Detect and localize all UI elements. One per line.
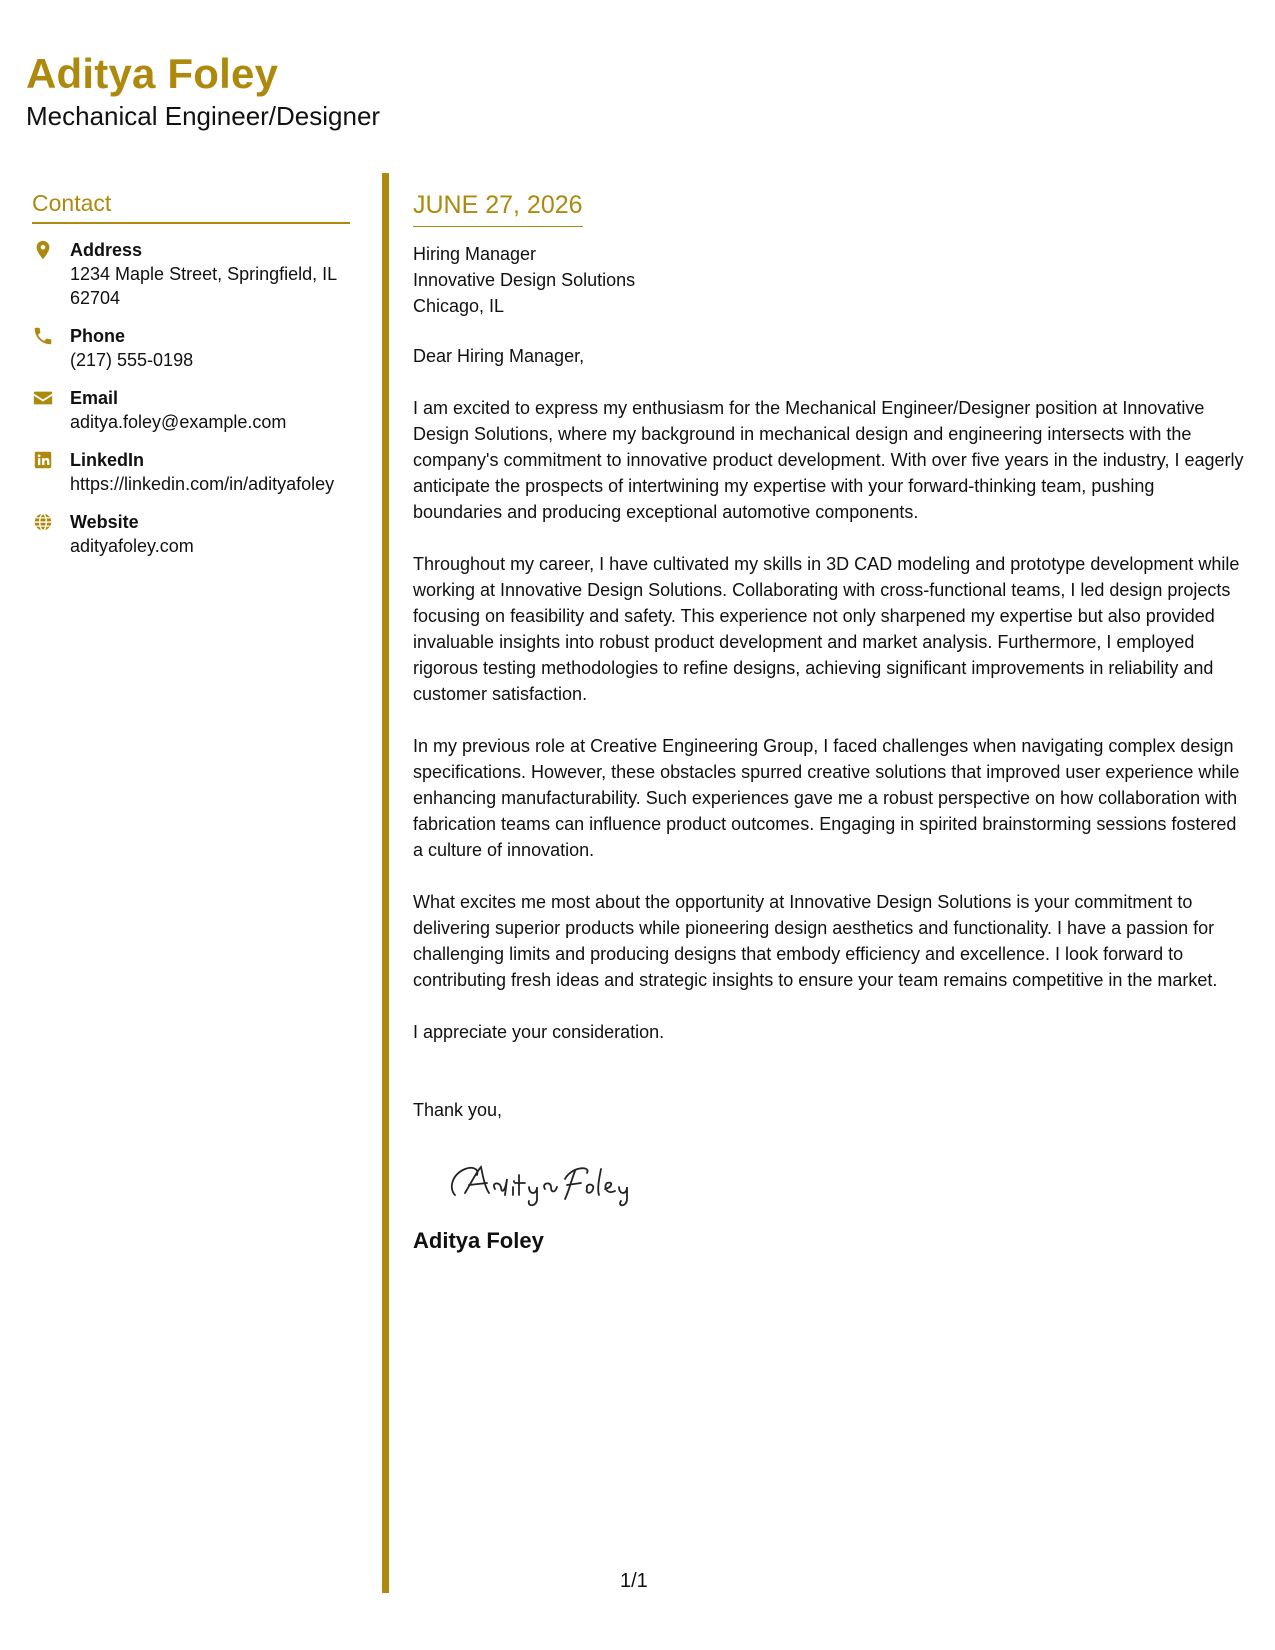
body-paragraph: In my previous role at Creative Engineering Group, I faced challenges when navigating complex design specifications. However, these obstacles spurred creative solutions that improved user experience while enhancing manufacturability. Such experiences gave me a robust perspective on how collaboration with fabrication teams can influence product outcomes. Engaging in spirited brainstorming sessions fostered a culture of innovation.: [413, 736, 1240, 860]
linkedin-icon: [32, 449, 54, 471]
contact-value: https://linkedin.com/in/adityafoley: [70, 474, 335, 494]
globe-icon: [32, 511, 54, 533]
map-pin-icon: [32, 239, 54, 261]
letter-body: [413, 188, 1248, 1255]
contact-item-address: [32, 238, 350, 310]
contact-item-linkedin: [32, 448, 350, 496]
page-number: 1/1: [620, 1570, 648, 1592]
contact-heading: Contact: [32, 188, 350, 224]
contact-value: (217) 555-0198: [70, 350, 194, 370]
contact-label: Email: [70, 388, 119, 408]
contact-sidebar: [32, 188, 350, 558]
vertical-divider: [382, 173, 389, 1593]
contact-label: Phone: [70, 326, 126, 346]
body-paragraph: What excites me most about the opportunity at Innovative Design Solutions is your commitment to delivering superior products while pioneering design aesthetics and functionality. I have a passion for challenging limits and producing designs that embody efficiency and excellence. I look forward to contributing fresh ideas and strategic insights to ensure your team remains competitive in the market.: [413, 892, 1218, 990]
signed-name: Aditya Foley: [413, 1228, 544, 1253]
header: [26, 48, 380, 132]
contact-value: 1234 Maple Street, Springfield, IL 62704: [70, 264, 337, 308]
closing-line: I appreciate your consideration.: [413, 1022, 665, 1042]
body-paragraph: Throughout my career, I have cultivated my skills in 3D CAD modeling and prototype development while working at Innovative Design Solutions. Collaborating with cross-functional teams, I led design projects focusing on feasibility and safety. This experience not only sharpened my expertise but also provided invaluable insights into robust product development and market analysis. Furthermore, I employed rigorous testing methodologies to refine designs, achieving significant improvements in reliability and customer satisfaction.: [413, 554, 1240, 704]
signoff: Thank you,: [413, 1100, 503, 1120]
recipient-line: Innovative Design Solutions: [413, 270, 636, 290]
contact-label: Website: [70, 512, 139, 532]
contact-value: aditya.foley@example.com: [70, 412, 287, 432]
handwritten-signature: [441, 1153, 661, 1211]
contact-item-website: [32, 510, 350, 558]
contact-value: adityafoley.com: [70, 536, 194, 556]
body-paragraph: I am excited to express my enthusiasm for the Mechanical Engineer/Designer position at Innovative Design Solutions, where my background in mechanical design and engineering intersects with the company's commitment to innovative product development. With over five years in the industry, I eagerly anticipate the prospects of intertwining my expertise with your forward-thinking team, pushing boundaries and producing exceptional automotive components.: [413, 398, 1244, 522]
contact-item-email: [32, 386, 350, 434]
recipient-block: [413, 241, 1248, 319]
phone-icon: [32, 325, 54, 347]
contact-label: LinkedIn: [70, 450, 145, 470]
job-title: Mechanical Engineer/Designer: [26, 101, 381, 131]
contact-label: Address: [70, 240, 143, 260]
applicant-name: Aditya Foley: [26, 50, 279, 97]
recipient-line: Chicago, IL: [413, 296, 505, 316]
greeting: Dear Hiring Manager,: [413, 346, 585, 366]
letter-date: JUNE 27, 2026: [413, 188, 583, 227]
contact-item-phone: [32, 324, 350, 372]
envelope-icon: [32, 387, 54, 409]
recipient-line: Hiring Manager: [413, 244, 537, 264]
